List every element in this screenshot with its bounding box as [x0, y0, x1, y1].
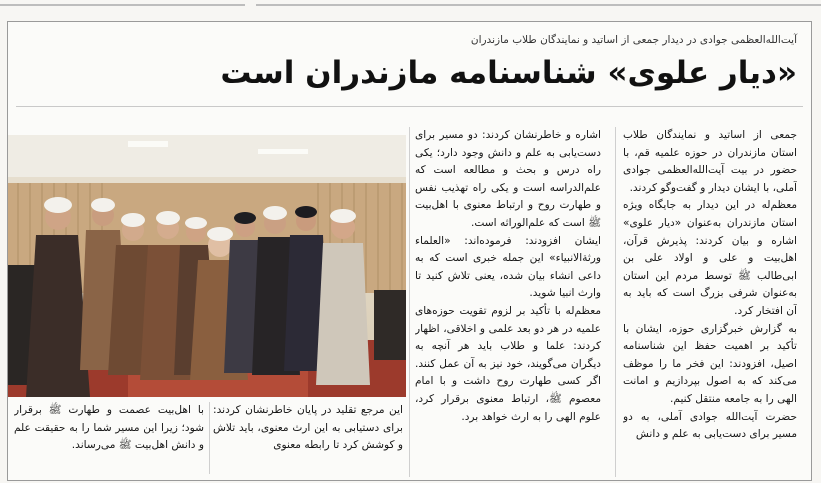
article-kicker: آیت‌الله‌العظمی جوادی در دیدار جمعی از اساتید و نمایندگان طلاب مازندران — [470, 34, 797, 46]
article-column-3 — [213, 402, 403, 474]
column-divider — [409, 127, 410, 477]
top-rule — [0, 0, 821, 8]
paragraph: جمعی از اساتید و نمایندگان طلاب استان مازندران در حوزه علمیه قم، با حضور در بیت آیت‌الله‌العظمی جوادی آملی، با ایشان دیدار و گفت‌وگو کردند. — [623, 129, 797, 194]
article-column-2 — [415, 127, 601, 477]
headline-divider — [16, 106, 803, 107]
top-rule-segment — [0, 4, 245, 6]
article-headline: «دیار علوی» شناسنامه مازندران است — [220, 55, 797, 91]
paragraph: معظم‌له با تأکید بر لزوم تقویت حوزه‌های علمیه در هر دو بعد علمی و اخلاقی، اظهار کردند: علما و طلاب باید هر آنچه به دیگران می‌گویند، خود نیز به آن عمل کنند. اگر کسی طهارت روح داشت و با امام معصوم ﷺ، ارتباط معنوی برقرار کرد، علوم الهی را به ارث خواهد برد. — [415, 304, 601, 423]
article-column-1 — [623, 127, 797, 477]
article-frame — [7, 21, 812, 481]
group-photo-icon — [8, 135, 406, 397]
top-rule-segment — [256, 4, 821, 6]
paragraph: با اهل‌بیت عصمت و طهارت ﷺ برقرار شود؛ زیرا این مسیر شما را به حقیقت علم و دانش اهل‌بیت ﷺ می‌رساند. — [14, 404, 204, 452]
paragraph: ایشان افزودند: فرموده‌اند: «العلماء ورثة‌الانبیاء» این جمله خبری است که به داعی انشاء بیان شده، یعنی تلاش کنید تا وارث انبیا شوید. — [415, 234, 601, 300]
column-divider — [209, 402, 210, 474]
paragraph: به گزارش خبرگزاری حوزه، ایشان با تأکید بر اهمیت حفظ این شناسنامه اصیل، افزودند: این فخر ما را موظف می‌کند که به اصول بپردازیم و امانت الهی را به جامعه منتقل کنیم. — [623, 322, 797, 405]
article-column-4 — [14, 402, 204, 474]
paragraph: این مرجع تقلید در پایان خاطرنشان کردند: برای دستیابی به این ارث معنوی، باید تلاش و کوشش کرد تا رابطه معنوی — [213, 404, 403, 452]
group-photo — [8, 135, 406, 397]
paragraph: معظم‌له در این دیدار به جایگاه ویژه استان مازندران به‌عنوان «دیار علوی» اشاره و بیان کردند: پذیرش قرآن، اهل‌بیت و علی و اولاد علی بن ابی‌طالب ﷺ توسط مردم این استان به‌عنوان شرفی بزرگ است که باید به آن افتخار کرد. — [623, 199, 797, 317]
paragraph: حضرت آیت‌الله جوادی آملی، به دو مسیر برای دست‌یابی به علم و دانش — [623, 410, 797, 441]
column-divider — [615, 127, 616, 477]
paragraph: اشاره و خاطرنشان کردند: دو مسیر برای دست‌یابی به علم و دانش وجود دارد؛ یکی راه درس و بحث و مطالعه است که علم‌الدراسه است و یکی راه تهذیب نفس و طهارت روح و ارتباط معنوی با اهل‌بیت ﷺ است که علم‌الوراثه است. — [415, 129, 601, 229]
